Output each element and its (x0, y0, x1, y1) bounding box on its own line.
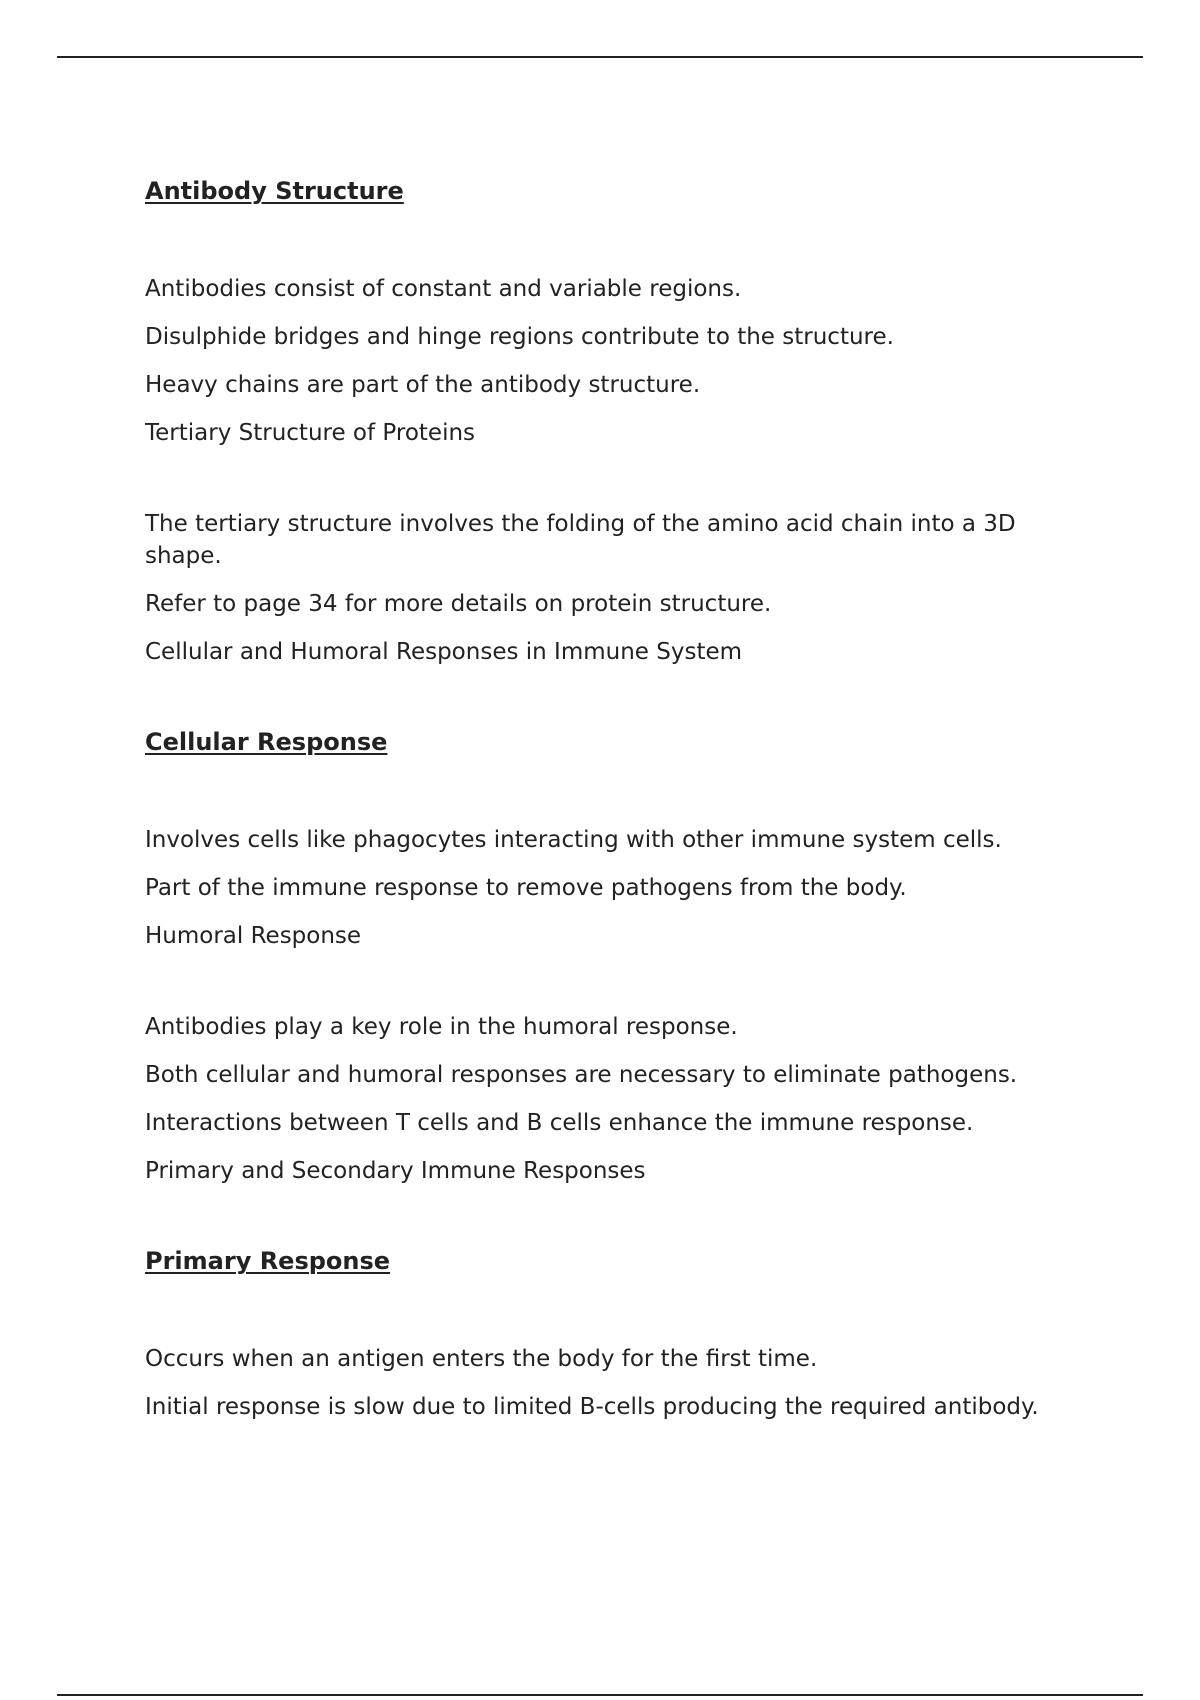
paragraph: Involves cells like phagocytes interacting with other immune system cells. (145, 827, 1002, 853)
paragraph: Tertiary Structure of Proteins (145, 420, 476, 446)
paragraph: Both cellular and humoral responses are necessary to eliminate pathogens. (145, 1062, 1018, 1088)
heading-cellular-response: Cellular Response (145, 728, 388, 756)
heading-antibody-structure: Antibody Structure (145, 177, 404, 205)
paragraph: Refer to page 34 for more details on protein structure. (145, 591, 772, 617)
paragraph: Interactions between T cells and B cells enhance the immune response. (145, 1110, 974, 1136)
paragraph: Antibodies play a key role in the humoral response. (145, 1014, 738, 1040)
heading-primary-response: Primary Response (145, 1247, 391, 1275)
paragraph: Occurs when an antigen enters the body for the first time. (145, 1346, 818, 1372)
paragraph: Primary and Secondary Immune Responses (145, 1158, 646, 1184)
paragraph: Heavy chains are part of the antibody structure. (145, 372, 701, 398)
paragraph: The tertiary structure involves the folding of the amino acid chain into a 3D shape. (145, 511, 1016, 569)
paragraph: Antibodies consist of constant and variable regions. (145, 276, 742, 302)
page-bottom-rule (57, 1694, 1143, 1696)
paragraph: Disulphide bridges and hinge regions contribute to the structure. (145, 324, 894, 350)
paragraph: Cellular and Humoral Responses in Immune System (145, 639, 743, 665)
document-body (145, 176, 1065, 1439)
paragraph: Initial response is slow due to limited B-cells producing the required antibody. (145, 1394, 1039, 1420)
paragraph: Humoral Response (145, 923, 362, 949)
page-top-rule (57, 56, 1143, 58)
paragraph: Part of the immune response to remove pathogens from the body. (145, 875, 907, 901)
